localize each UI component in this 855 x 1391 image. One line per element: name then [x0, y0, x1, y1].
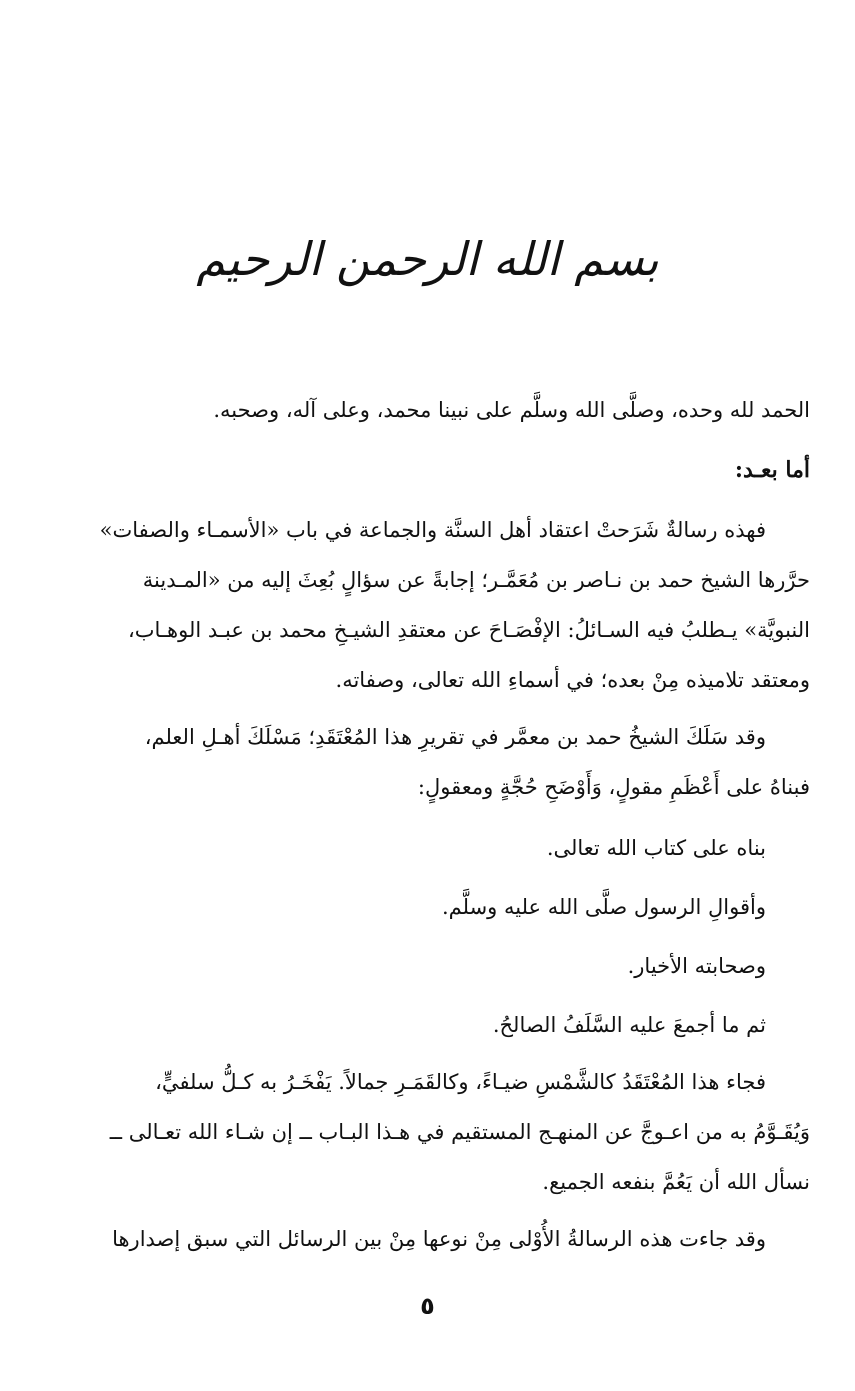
text-line: وَيُقَـوَّمُ به من اعـوجَّ عن المنهـج المستقيم في هـذا البـاب ــ إن شـاء الله تعـالى ــ [109, 1120, 810, 1144]
paragraph-publication [72, 1214, 810, 1264]
page-number: ٥ [420, 1292, 435, 1320]
text-line: ثم ما أجمعَ عليه السَّلَفُ الصالحُ. [492, 1013, 766, 1037]
text-line: وأقوالِ الرسول صلَّى الله عليه وسلَّم. [441, 895, 766, 919]
list-sunnah [72, 882, 810, 932]
list-consensus [72, 1000, 810, 1050]
text-line: بناه على كتاب الله تعالى. [546, 836, 766, 860]
list-companions [72, 941, 810, 991]
text-line: الحمد لله وحده، وصلَّى الله وسلَّم على نبينا محمد، وعلى آله، وصحبه. [213, 398, 810, 422]
text-line: حرَّرها الشيخ حمد بن نـاصر بن مُعَمَّـر؛ إجابةً عن سؤالٍ بُعِثَ إليه من «المـدينة [142, 568, 810, 592]
text-line: النبويَّة» يـطلبُ فيه السـائلُ: الإفْصَـاحَ عن معتقدِ الشيـخِ محمد بن عبـد الوهـاب، [127, 618, 810, 642]
section-heading: أما بعـد: [734, 457, 810, 483]
text-line: فبناهُ على أَعْظَمِ مقولٍ، وَأَوْضَحِ حُجَّةٍ ومعقولٍ: [417, 775, 810, 799]
paragraph-method [72, 712, 810, 812]
text-line: وقد جاءت هذه الرسالةُ الأُوْلى مِنْ نوعها مِنْ بين الرسائل التي سبق إصدارها [112, 1227, 766, 1251]
paragraph-praise [72, 385, 810, 435]
list-quran [72, 823, 810, 873]
basmala-calligraphy: بسم الله الرحمن الرحيم [196, 232, 659, 286]
text-line: فجاء هذا المُعْتَقَدُ كالشَّمْسِ ضيـاءً، وكالقَمَـرِ جمالاً. يَفْخَـرُ به كـلُّ سلفيٍّ، [155, 1070, 766, 1094]
heading-amma-baad [72, 445, 810, 495]
text-line: فهذه رسالةٌ شَرَحتْ اعتقاد أهل السنَّة والجماعة في باب «الأسمـاء والصفات» [99, 518, 766, 542]
text-line: وصحابته الأخيار. [627, 954, 766, 978]
text-line: نسأل الله أن يَعُمَّ بنفعه الجميع. [542, 1170, 810, 1194]
paragraph-intro [72, 505, 810, 705]
text-line: ومعتقد تلاميذه مِنْ بعده؛ في أسماءِ الله تعالى، وصفاته. [335, 668, 810, 692]
paragraph-belief [72, 1057, 810, 1207]
text-line: وقد سَلَكَ الشيخُ حمد بن معمَّر في تقريرِ هذا المُعْتَقَدِ؛ مَسْلَكَ أهـلِ العلم، [144, 725, 766, 749]
